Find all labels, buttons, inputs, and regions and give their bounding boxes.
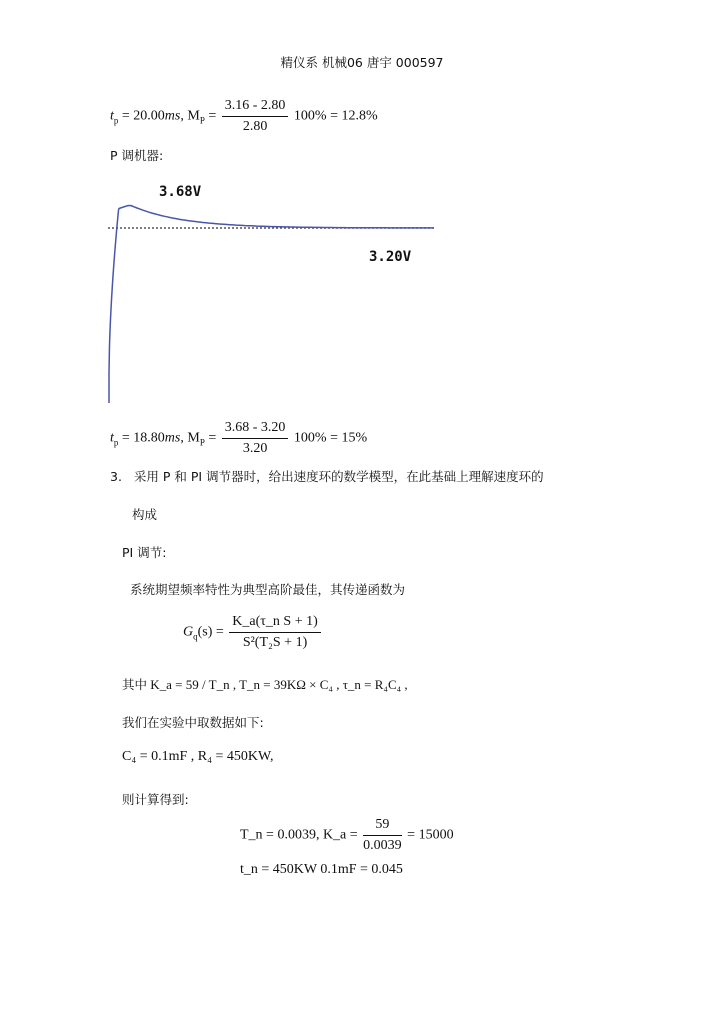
question-line-2: 构成	[132, 507, 158, 522]
p-result-formula	[110, 420, 367, 457]
pi-result-formula	[110, 98, 378, 135]
overshoot-result: 100% = 12.8%	[293, 108, 378, 124]
fraction-denominator: 2.80	[242, 119, 268, 134]
parameter-definitions	[122, 675, 408, 693]
g-symbol: G	[183, 624, 194, 640]
tp-value: = 18.80	[118, 430, 165, 446]
fraction-numerator: 3.68 - 3.20	[222, 420, 289, 439]
question-number: 3.	[110, 469, 122, 484]
ms-unit: ms	[164, 430, 181, 446]
peak-label: 3.68V	[159, 184, 202, 200]
description: 系统期望频率特性为典型高阶最佳，其传递函数为	[130, 582, 406, 597]
p-regulator-label: P 调机器:	[110, 148, 164, 163]
transfer-fraction	[229, 614, 320, 651]
s-argument: (s) =	[197, 624, 228, 640]
response-chart	[105, 178, 445, 408]
calc-fraction	[363, 817, 402, 854]
g-subscript: q	[193, 631, 198, 642]
tp-subscript: p	[113, 115, 119, 126]
calc-left: T_n = 0.0039, K_a =	[240, 827, 362, 843]
m-subscript: P	[199, 115, 205, 126]
calc-denominator: 0.0039	[363, 838, 402, 853]
calc-right: = 15000	[407, 827, 454, 843]
ms-unit: ms	[164, 108, 181, 124]
response-curve	[109, 206, 434, 374]
calc-formula-2: t_n = 450KW 0.1mF = 0.045	[240, 862, 403, 877]
overshoot-fraction	[222, 420, 289, 457]
transfer-function	[183, 614, 323, 651]
where-prefix: 其中	[122, 677, 148, 692]
transfer-denominator: S²(T₂S + 1)	[242, 635, 308, 650]
tp-value: = 20.00	[118, 108, 165, 124]
tp-symbol: t	[110, 430, 114, 446]
experiment-values: C₄ = 0.1mF , R₄ = 450KW,	[122, 749, 274, 764]
overshoot-fraction	[222, 98, 289, 135]
m-symbol: , M	[180, 108, 200, 124]
calc-formula-1	[240, 817, 454, 854]
fraction-numerator: 3.16 - 2.80	[222, 98, 289, 117]
page-header	[0, 53, 724, 71]
header-text: 精仪系 机械06 唐宇 000597	[280, 55, 444, 70]
fraction-denominator: 3.20	[242, 441, 268, 456]
chart-svg	[105, 178, 445, 408]
tp-symbol: t	[110, 108, 114, 124]
where-formula: K_a = 59 / T_n , T_n = 39KΩ × C₄ , τ_n = R₄C₄ ,	[150, 677, 408, 692]
tp-subscript: p	[113, 437, 119, 448]
data-intro: 我们在实验中取数据如下:	[122, 715, 264, 730]
overshoot-result: 100% = 15%	[293, 430, 368, 446]
pi-label: PI 调节:	[122, 545, 167, 560]
transfer-numerator: K_a(τ_n S + 1)	[229, 614, 320, 633]
calc-numerator: 59	[363, 817, 402, 836]
calc-intro: 则计算得到:	[122, 792, 189, 807]
m-symbol: , M	[180, 430, 200, 446]
equals: =	[204, 430, 220, 446]
question-3	[110, 467, 544, 485]
equals: =	[204, 108, 220, 124]
steady-label: 3.20V	[369, 249, 412, 265]
m-subscript: P	[199, 437, 205, 448]
question-line-1: 采用 P 和 PI 调节器时，给出速度环的数学模型，在此基础上理解速度环的	[133, 469, 544, 484]
